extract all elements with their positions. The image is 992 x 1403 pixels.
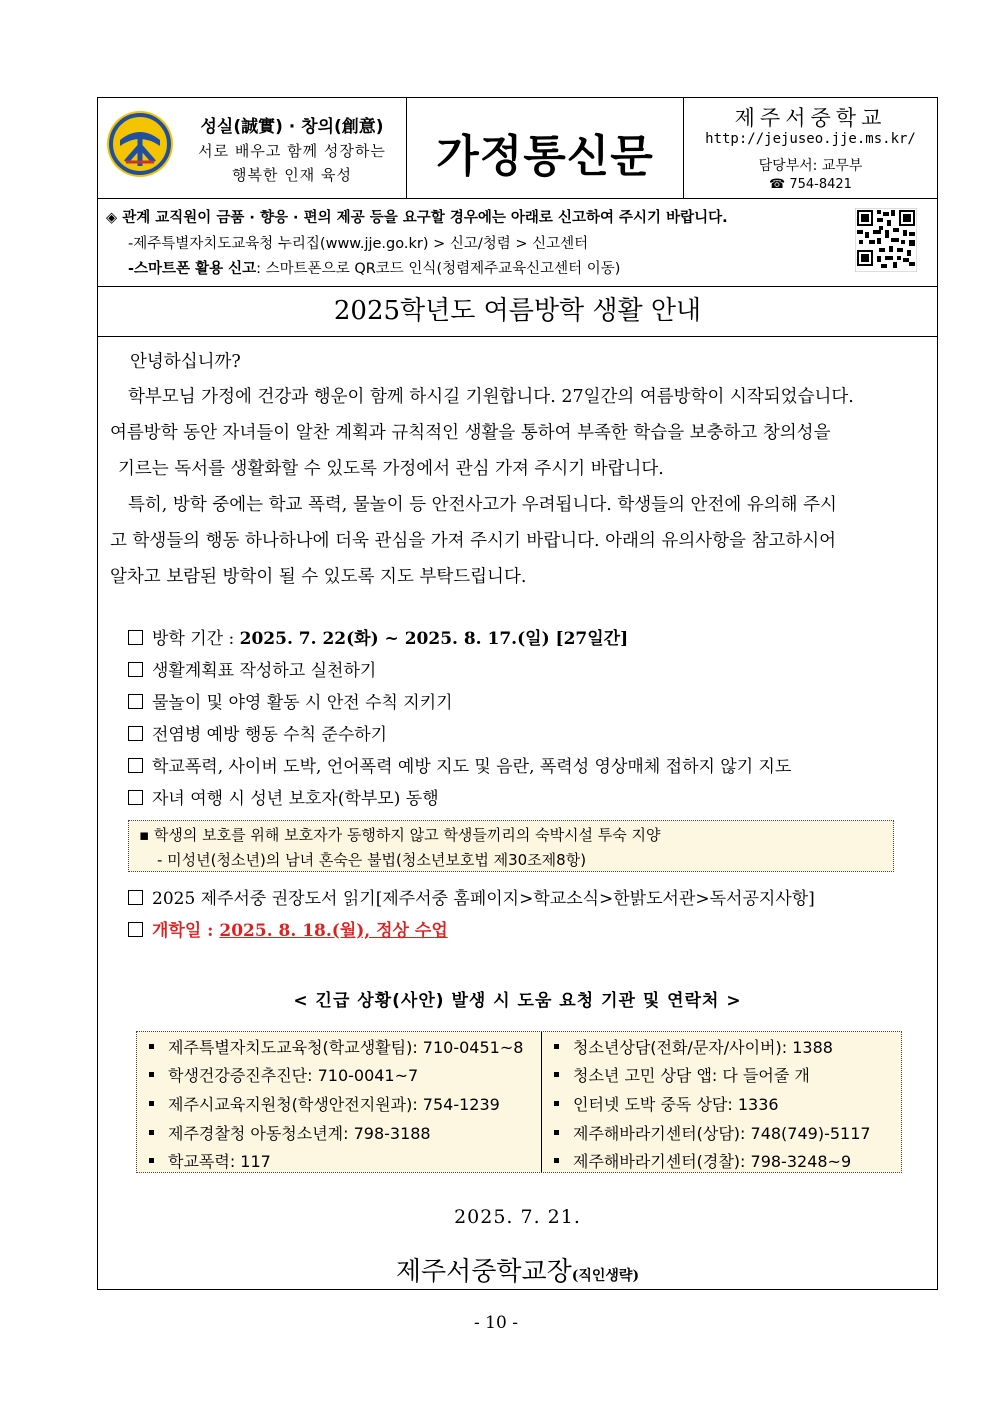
emergency-contacts-table [136, 1031, 902, 1173]
paragraph-1-line-3: 기르는 독서를 생활화할 수 있도록 가정에서 관심 가져 주시기 바랍니다. [118, 459, 664, 479]
contact-item [554, 1035, 833, 1058]
checklist-item [128, 720, 387, 745]
checkbox-icon [128, 790, 143, 805]
contact-text: 인터넷 도박 중독 상담: 1336 [573, 1095, 779, 1114]
title-bar [98, 286, 937, 337]
bullet-icon [149, 1101, 154, 1106]
opening-label: 개학일 : [152, 921, 220, 941]
paragraph-2-line-1: 특히, 방학 중에는 학교 폭력, 물놀이 등 안전사고가 우려됩니다. 학생들의 안전에 유의해 주시 [128, 495, 837, 515]
integrity-notice [98, 198, 937, 287]
title-cell [407, 98, 684, 198]
checklist-item-period [128, 624, 628, 649]
contact-text: 학교폭력: 117 [168, 1152, 271, 1171]
contact-item [149, 1149, 271, 1172]
bullet-icon [149, 1130, 154, 1135]
checklist-text: 생활계획표 작성하고 실천하기 [152, 661, 377, 681]
smartphone-text: : 스마트폰으로 QR코드 인식(청렴제주교육신고센터 이동) [256, 261, 621, 277]
school-name: 제주서중학교 [734, 106, 887, 130]
paragraph-2-line-3: 알차고 보람된 방학이 될 수 있도록 지도 부탁드립니다. [110, 567, 527, 587]
motto-line-3: 행복한 인재 육성 [232, 166, 352, 184]
greeting: 안녕하십니까? [130, 352, 241, 372]
contact-text: 제주해바라기센터(경찰): 798-3248~9 [573, 1152, 852, 1171]
contact-text: 청소년 고민 상담 앱: 다 들어줄 개 [573, 1066, 810, 1085]
bullet-icon [554, 1044, 559, 1049]
signature-note: (직인생략) [571, 1268, 640, 1284]
bullet-icon [149, 1044, 154, 1049]
motto-line-1: 성실(誠實) · 창의(創意) [200, 117, 384, 137]
letter-date: 2025. 7. 21. [454, 1206, 581, 1228]
checkbox-icon [128, 662, 143, 677]
header [98, 98, 937, 199]
contact-text: 청소년상담(전화/문자/사이버): 1388 [573, 1038, 833, 1057]
checkbox-icon [128, 726, 143, 741]
tip-line-1: ▪ 학생의 보호를 위해 보호자가 동행하지 않고 학생들끼리의 숙박시설 투숙 지양 [139, 826, 661, 844]
checklist-item-opening [128, 916, 448, 941]
newsletter-frame [97, 97, 938, 1290]
travel-tip-box [128, 820, 894, 872]
period-label: 방학 기간 : [152, 629, 240, 649]
notice-line-3 [128, 257, 620, 278]
tip-line-2: - 미성년(청소년)의 남녀 혼숙은 불법(청소년보호법 제30조제8항) [157, 851, 587, 869]
smartphone-label: -스마트폰 활용 신고 [128, 261, 257, 277]
page-title: 2025학년도 여름방학 생활 안내 [333, 296, 702, 326]
checklist-item [128, 656, 376, 681]
emergency-contacts-title: < 긴급 상황(사안) 발생 시 도움 요청 기관 및 연락처 > [293, 991, 742, 1011]
paragraph-1-line-2 [110, 419, 925, 444]
checklist-item [128, 688, 453, 713]
motto-cell [98, 98, 407, 198]
school-url-link[interactable]: http://jejuseo.jje.ms.kr/ [705, 131, 916, 147]
checklist-text: 학교폭력, 사이버 도박, 언어폭력 예방 지도 및 음란, 폭력성 영상매체 접하지 않기 지도 [152, 757, 792, 777]
bullet-icon [554, 1130, 559, 1135]
contact-text: 학생건강증진추진단: 710-0041~7 [168, 1066, 419, 1085]
checklist-item [128, 784, 439, 809]
newsletter-title: 가정통신문 [436, 131, 654, 182]
phone-number: ☎ 754-8421 [769, 177, 852, 192]
bullet-icon [149, 1158, 154, 1163]
checkbox-icon [128, 922, 143, 937]
qr-code-icon[interactable] [855, 208, 917, 272]
signature-text: 제주서중학교장 [395, 1257, 572, 1287]
notice-line-2: -제주특별자치도교육청 누리집(www.jje.go.kr) > 신고/청렴 > 신고센터 [128, 236, 589, 252]
contact-item [554, 1121, 871, 1144]
checkbox-icon [128, 758, 143, 773]
school-logo-icon [106, 110, 174, 178]
checklist-text: 2025 제주서중 권장도서 읽기[제주서중 홈페이지>학교소식>한밝도서관>독서공지사항] [152, 889, 815, 909]
contacts-right-column [542, 1032, 901, 1172]
bullet-icon [149, 1072, 154, 1077]
paragraph-2-line-2: 고 학생들의 행동 하나하나에 더욱 관심을 가져 주시기 바랍니다. 아래의 유의사항을 참고하시어 [110, 531, 837, 551]
contact-item [149, 1121, 431, 1144]
bullet-icon [554, 1072, 559, 1077]
checklist-item-reading [128, 884, 815, 909]
school-info-cell [684, 98, 937, 198]
bullet-icon [554, 1101, 559, 1106]
contact-item [554, 1063, 810, 1086]
period-value: 2025. 7. 22(화) ~ 2025. 8. 17.(일) [27일간] [239, 629, 629, 649]
checklist-text: 전염병 예방 행동 수칙 준수하기 [152, 725, 388, 745]
contact-item [554, 1092, 779, 1115]
checklist-text: 자녀 여행 시 성년 보호자(학부모) 동행 [152, 789, 439, 809]
checkbox-icon [128, 890, 143, 905]
contact-text: 제주경찰청 아동청소년계: 798-3188 [168, 1124, 431, 1143]
contact-text: 제주시교육지원청(학생안전지원과): 754-1239 [168, 1095, 500, 1114]
checklist-item [128, 752, 791, 777]
page-number: - 10 - [474, 1313, 518, 1333]
contact-item [149, 1092, 500, 1115]
contact-item [554, 1149, 851, 1172]
text-segment: 여름방학 동안 자녀들이 알찬 계획과 규칙적인 생활을 통하여 부족한 학습을 보충하고 창의성을 [110, 423, 831, 443]
notice-line-1: ◈ 관계 교직원이 금품 · 향응 · 편의 제공 등을 요구할 경우에는 아래로 신고하여 주시기 바랍니다. [106, 210, 728, 226]
department: 담당부서: 교무부 [758, 158, 863, 174]
motto-line-2: 서로 배우고 함께 성장하는 [198, 142, 386, 160]
contact-text: 제주특별자치도교육청(학교생활팀): 710-0451~8 [168, 1038, 524, 1057]
contact-text: 제주해바라기센터(상담): 748(749)-5117 [573, 1124, 871, 1143]
bullet-icon [554, 1158, 559, 1163]
contact-item [149, 1035, 523, 1058]
checkbox-icon [128, 630, 143, 645]
principal-signature [98, 1251, 937, 1288]
checkbox-icon [128, 694, 143, 709]
opening-value: 2025. 8. 18.(월), 정상 수업 [219, 921, 448, 941]
checklist-text: 물놀이 및 야영 활동 시 안전 수칙 지키기 [152, 693, 453, 713]
contacts-left-column [137, 1032, 542, 1172]
text-segment: 학부모님 가정에 건강과 행운이 함께 하시길 기원합니다. 27일간의 여름방학이 시작되었습니다. [128, 387, 854, 407]
contact-item [149, 1063, 418, 1086]
paragraph-1-line-1 [128, 383, 925, 408]
